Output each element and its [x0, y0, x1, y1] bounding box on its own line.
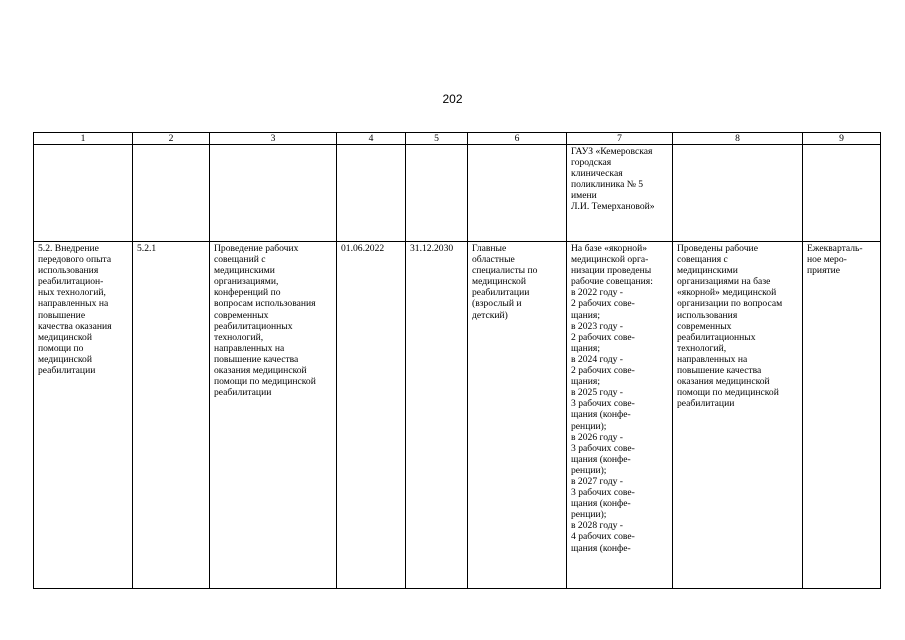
end-date-text: 31.12.2030	[410, 243, 454, 254]
table-cell	[468, 145, 567, 242]
table-cell-frequency	[803, 242, 881, 589]
column-number-cell: 3	[210, 133, 337, 145]
column-number-cell: 7	[567, 133, 673, 145]
table-cell-organization	[567, 145, 673, 242]
table-cell	[133, 145, 210, 242]
table-cell	[803, 145, 881, 242]
table-cell	[210, 145, 337, 242]
result-text: На базе «якорной» медицинской орга- низации проведены рабочие совещания: в 2022 году - 2 рабочих сове- щания; в 2023 году - 2 рабочих сове- щания; в 2024 году - 2 рабочих сове- щания; в 2025 году - 3 рабочих сове- щания (конфе- ренции); в 2026 году - 3 рабочих сове- щания (конфе- ренции); в 2027 году - 3 рабочих сове- щания (конфе- ренции); в 2028 году - 4 рабочих сове- щания (конфе-	[571, 243, 653, 554]
table-row	[34, 242, 881, 589]
table-cell-event-number	[133, 242, 210, 589]
column-number-cell: 1	[34, 133, 133, 145]
column-number-cell: 4	[337, 133, 406, 145]
responsible-text: Главные областные специалисты по медицинской реабилитации (взрослый и детский)	[472, 243, 538, 321]
column-number-cell: 8	[673, 133, 803, 145]
table-cell	[34, 145, 133, 242]
outcome-text: Проведены рабочие совещания с медицинскими организациями на базе «якорной» медицинской организации по вопросам использования современных реабилитационных технологий, направленных на повышение качества оказания медицинской помощи по медицинской реабилитации	[677, 243, 783, 410]
event-number-text: 5.2.1	[137, 243, 157, 254]
measures-table	[33, 132, 881, 589]
column-number-cell: 6	[468, 133, 567, 145]
table-row	[34, 145, 881, 242]
column-number-cell: 2	[133, 133, 210, 145]
table-cell	[337, 145, 406, 242]
table-cell	[673, 145, 803, 242]
table-cell-end-date	[406, 242, 468, 589]
table-cell-start-date	[337, 242, 406, 589]
start-date-text: 01.06.2022	[341, 243, 385, 254]
table-cell-result	[567, 242, 673, 589]
page-number: 202	[442, 92, 463, 106]
table-cell-responsible	[468, 242, 567, 589]
measure-name-text: 5.2. Внедрение передового опыта использования реабилитацион- ных технологий, направленных на повышение качества оказания медицинской помощи по медицинской реабилитации	[38, 243, 112, 377]
organization-text: ГАУЗ «Кемеровская городская клиническая поликлиника № 5 имени Л.И. Темерхановой»	[571, 146, 655, 213]
column-number-cell: 9	[803, 133, 881, 145]
table-cell-outcome	[673, 242, 803, 589]
table-cell-measure	[34, 242, 133, 589]
column-number-cell: 5	[406, 133, 468, 145]
event-description-text: Проведение рабочих совещаний с медицинскими организациями, конференций по вопросам использования современных реабилитационных технологий, направленных на повышение качества оказания медицинской помощи по медицинской реабилитации	[214, 243, 316, 399]
table-cell	[406, 145, 468, 242]
frequency-text: Ежекварталь- ное меро- приятие	[807, 243, 863, 277]
column-number-row	[34, 133, 881, 145]
table-cell-event	[210, 242, 337, 589]
